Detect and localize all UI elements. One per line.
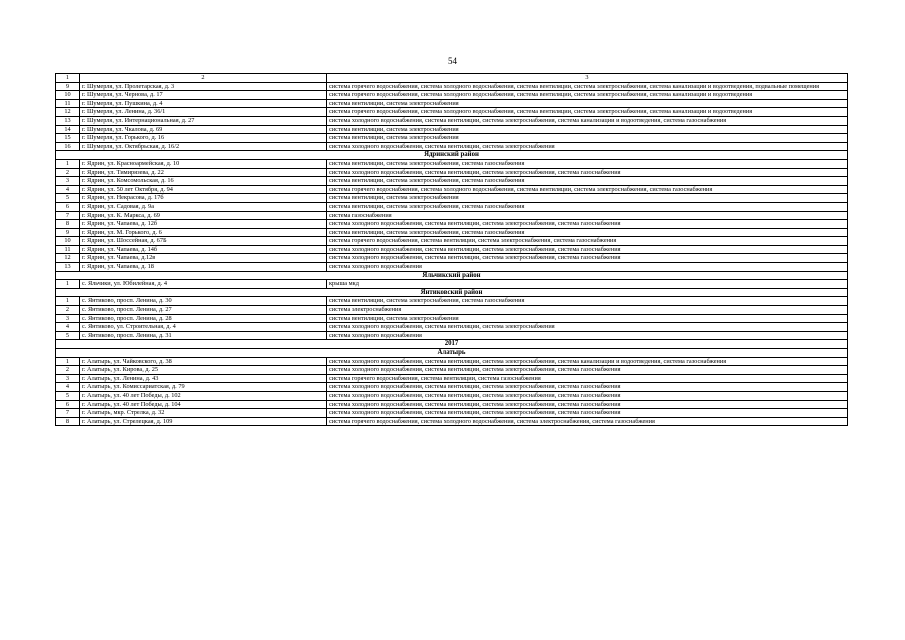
row-address: г. Алатырь, ул. Комиссариатская, д. 79 <box>80 383 327 392</box>
table-row <box>56 211 848 220</box>
row-number: 8 <box>56 220 80 229</box>
table-row <box>56 228 848 237</box>
row-works: система холодного водоснабжения, система вентиляции, система электроснабжения, система газоснабжения <box>327 168 848 177</box>
table-row <box>56 383 848 392</box>
row-number: 13 <box>56 263 80 272</box>
row-works: система вентиляции, система электроснабжения, система газоснабжения <box>327 202 848 211</box>
header-col-works: 3 <box>327 74 848 83</box>
row-address: с. Янтиково, просп. Ленина, д. 30 <box>80 297 327 306</box>
row-works: система вентиляции, система электроснабжения <box>327 314 848 323</box>
row-address: г. Ядрин, ул. Красноармейская, д. 10 <box>80 159 327 168</box>
table-row <box>56 306 848 315</box>
table-row <box>56 202 848 211</box>
table-row <box>56 323 848 332</box>
row-works: система холодного водоснабжения, система вентиляции, система электроснабжения, система газоснабжения <box>327 366 848 375</box>
row-address: г. Ядрин, ул. Некрасова, д. 17б <box>80 194 327 203</box>
section-heading-row <box>56 288 848 297</box>
row-number: 11 <box>56 245 80 254</box>
row-number: 13 <box>56 116 80 125</box>
section-heading-row <box>56 271 848 280</box>
row-address: г. Ядрин, ул. Комсомольская, д. 16 <box>80 177 327 186</box>
row-works: система холодного водоснабжения, система вентиляции, система электроснабжения, система газоснабжения <box>327 400 848 409</box>
table-row <box>56 400 848 409</box>
row-works: система вентиляции, система электроснабжения <box>327 194 848 203</box>
row-works: крыша мкд <box>327 280 848 289</box>
table-row <box>56 366 848 375</box>
row-number: 6 <box>56 202 80 211</box>
table-row <box>56 194 848 203</box>
table-row <box>56 99 848 108</box>
table-row <box>56 142 848 151</box>
row-number: 4 <box>56 383 80 392</box>
row-works: система вентиляции, система электроснабжения <box>327 125 848 134</box>
row-works: система газоснабжения <box>327 211 848 220</box>
row-number: 12 <box>56 254 80 263</box>
row-number: 9 <box>56 228 80 237</box>
row-number: 4 <box>56 185 80 194</box>
row-number: 10 <box>56 91 80 100</box>
row-address: г. Ядрин, ул. Шоссейная, д. 67Б <box>80 237 327 246</box>
table-row <box>56 108 848 117</box>
table-row <box>56 185 848 194</box>
row-works: система электроснабжения <box>327 306 848 315</box>
table-row <box>56 91 848 100</box>
works-table <box>55 73 848 426</box>
row-address: г. Шумерля, ул. Октябрьская, д. 16/2 <box>80 142 327 151</box>
row-works: система холодного водоснабжения, система вентиляции, система электроснабжения <box>327 142 848 151</box>
row-address: г. Ядрин, ул. Садовая, д. 9а <box>80 202 327 211</box>
section-heading-row <box>56 349 848 358</box>
row-address: с. Янтиково, просп. Ленина, д. 31 <box>80 331 327 340</box>
row-works: система горячего водоснабжения, система холодного водоснабжения, система вентиляции, система электроснабжения, система канализации и водоотведения <box>327 91 848 100</box>
row-number: 1 <box>56 357 80 366</box>
table-row <box>56 263 848 272</box>
table-row <box>56 391 848 400</box>
row-address: г. Ядрин, ул. Тимирязева, д. 22 <box>80 168 327 177</box>
section-heading-row <box>56 151 848 160</box>
row-number: 2 <box>56 168 80 177</box>
row-works: система холодного водоснабжения, система вентиляции, система электроснабжения, система газоснабжения <box>327 245 848 254</box>
row-works: система холодного водоснабжения, система вентиляции, система электроснабжения, система газоснабжения <box>327 409 848 418</box>
table-row <box>56 254 848 263</box>
table-row <box>56 168 848 177</box>
row-works: система холодного водоснабжения, система вентиляции, система электроснабжения, система газоснабжения <box>327 383 848 392</box>
table-row <box>56 417 848 426</box>
row-address: г. Шумерля, ул. Пушкина, д. 4 <box>80 99 327 108</box>
row-address: г. Алатырь, ул. Ленина, д. 43 <box>80 374 327 383</box>
row-address: г. Ядрин, ул. Чапаева, д.12в <box>80 254 327 263</box>
row-address: г. Алатырь, ул. Чайковского, д. 38 <box>80 357 327 366</box>
row-number: 3 <box>56 177 80 186</box>
row-works: система холодного водоснабжения <box>327 263 848 272</box>
row-address: г. Алатырь, ул. 40 лет Победы, д. 104 <box>80 400 327 409</box>
section-heading: 2017 <box>56 340 848 349</box>
table-row <box>56 116 848 125</box>
row-number: 9 <box>56 82 80 91</box>
table-row <box>56 314 848 323</box>
row-number: 10 <box>56 237 80 246</box>
row-address: г. Ядрин, ул. 50 лет Октября, д. 94 <box>80 185 327 194</box>
row-works: система холодного водоснабжения, система вентиляции, система электроснабжения, система газоснабжения <box>327 391 848 400</box>
row-address: г. Ядрин, ул. М. Горького, д. 6 <box>80 228 327 237</box>
row-works: система горячего водоснабжения, система холодного водоснабжения, система электроснабжения, система газоснабжения <box>327 417 848 426</box>
row-works: система холодного водоснабжения <box>327 331 848 340</box>
row-address: г. Шумерля, ул. Горького, д. 16 <box>80 134 327 143</box>
row-works: система вентиляции, система электроснабжения, система газоснабжения <box>327 159 848 168</box>
row-address: г. Алатырь, ул. 40 лет Победы, д. 102 <box>80 391 327 400</box>
row-works: система вентиляции, система электроснабжения, система газоснабжения <box>327 177 848 186</box>
table-body <box>56 74 848 426</box>
row-address: с. Янтиково, просп. Ленина, д. 28 <box>80 314 327 323</box>
row-works: система холодного водоснабжения, система вентиляции, система электроснабжения, система газоснабжения <box>327 220 848 229</box>
row-address: с. Янтиково, ул. Строительная, д. 4 <box>80 323 327 332</box>
row-number: 5 <box>56 331 80 340</box>
row-address: с. Янтиково, просп. Ленина, д. 27 <box>80 306 327 315</box>
table-row <box>56 409 848 418</box>
table-row <box>56 177 848 186</box>
row-number: 16 <box>56 142 80 151</box>
row-number: 2 <box>56 366 80 375</box>
table-header-row <box>56 74 848 83</box>
row-works: система холодного водоснабжения, система вентиляции, система электроснабжения, система канализации и водоотведения, система газоснабжения <box>327 357 848 366</box>
table-row <box>56 220 848 229</box>
row-works: система вентиляции, система электроснабжения <box>327 99 848 108</box>
row-number: 8 <box>56 417 80 426</box>
row-works: система горячего водоснабжения, система холодного водоснабжения, система вентиляции, система электроснабжения, система канализации и водоотведения <box>327 108 848 117</box>
row-number: 2 <box>56 306 80 315</box>
row-address: г. Шумерля, ул. Чкалова, д. 69 <box>80 125 327 134</box>
section-heading: Янтиковский район <box>56 288 848 297</box>
header-col-number: 1 <box>56 74 80 83</box>
row-works: система вентиляции, система электроснабжения, система газоснабжения <box>327 297 848 306</box>
table-row <box>56 374 848 383</box>
row-number: 3 <box>56 314 80 323</box>
row-address: г. Шумерля, ул. Пролетарская, д. 3 <box>80 82 327 91</box>
row-number: 1 <box>56 297 80 306</box>
row-works: система холодного водоснабжения, система вентиляции, система электроснабжения, система канализации и водоотведения, система газоснабжения <box>327 116 848 125</box>
row-works: система вентиляции, система электроснабжения <box>327 134 848 143</box>
table-row <box>56 134 848 143</box>
row-address: г. Ядрин, ул. Чапаева, д. 14б <box>80 245 327 254</box>
section-heading: Ядринский район <box>56 151 848 160</box>
row-address: г. Шумерля, ул. Чернова, д. 17 <box>80 91 327 100</box>
row-number: 5 <box>56 391 80 400</box>
row-number: 4 <box>56 323 80 332</box>
row-number: 7 <box>56 409 80 418</box>
row-works: система горячего водоснабжения, система холодного водоснабжения, система вентиляции, система электроснабжения, система канализации и водоотведения, подвальные помещения <box>327 82 848 91</box>
row-works: система вентиляции, система электроснабжения, система газоснабжения <box>327 228 848 237</box>
row-address: г. Алатырь, ул. Стрелецкая, д. 109 <box>80 417 327 426</box>
row-address: г. Шумерля, ул. Интернациональная, д. 27 <box>80 116 327 125</box>
table-row <box>56 237 848 246</box>
section-heading: Алатырь <box>56 349 848 358</box>
section-heading: Яльчикский район <box>56 271 848 280</box>
row-address: г. Алатырь, мкр. Стрелка, д. 32 <box>80 409 327 418</box>
table-row <box>56 297 848 306</box>
row-address: г. Ядрин, ул. Чапаева, д. 18 <box>80 263 327 272</box>
table-row <box>56 125 848 134</box>
row-number: 14 <box>56 125 80 134</box>
row-number: 11 <box>56 99 80 108</box>
row-number: 7 <box>56 211 80 220</box>
table-row <box>56 159 848 168</box>
table-row <box>56 280 848 289</box>
section-heading-row <box>56 340 848 349</box>
row-address: г. Алатырь, ул. Кирова, д. 25 <box>80 366 327 375</box>
row-number: 1 <box>56 159 80 168</box>
table-row <box>56 245 848 254</box>
row-number: 12 <box>56 108 80 117</box>
row-works: система горячего водоснабжения, система вентиляции, система электроснабжения, система газоснабжения <box>327 237 848 246</box>
row-works: система горячего водоснабжения, система холодного водоснабжения, система вентиляции, система электроснабжения, система газоснабжения <box>327 185 848 194</box>
table-row <box>56 357 848 366</box>
table-row <box>56 82 848 91</box>
row-number: 5 <box>56 194 80 203</box>
row-address: г. Шумерля, ул. Ленина, д. 36/1 <box>80 108 327 117</box>
table-row <box>56 331 848 340</box>
row-address: с. Яльчики, ул. Юбилейная, д. 4 <box>80 280 327 289</box>
header-col-address: 2 <box>80 74 327 83</box>
row-works: система горячего водоснабжения, система вентиляции, система газоснабжения <box>327 374 848 383</box>
row-number: 6 <box>56 400 80 409</box>
row-works: система холодного водоснабжения, система вентиляции, система электроснабжения, система газоснабжения <box>327 254 848 263</box>
row-number: 1 <box>56 280 80 289</box>
page-number: 54 <box>448 56 457 66</box>
row-address: г. Ядрин, ул. К. Маркса, д. 69 <box>80 211 327 220</box>
row-number: 15 <box>56 134 80 143</box>
row-number: 3 <box>56 374 80 383</box>
row-address: г. Ядрин, ул. Чапаева, д. 12б <box>80 220 327 229</box>
row-works: система холодного водоснабжения, система вентиляции, система электроснабжения <box>327 323 848 332</box>
